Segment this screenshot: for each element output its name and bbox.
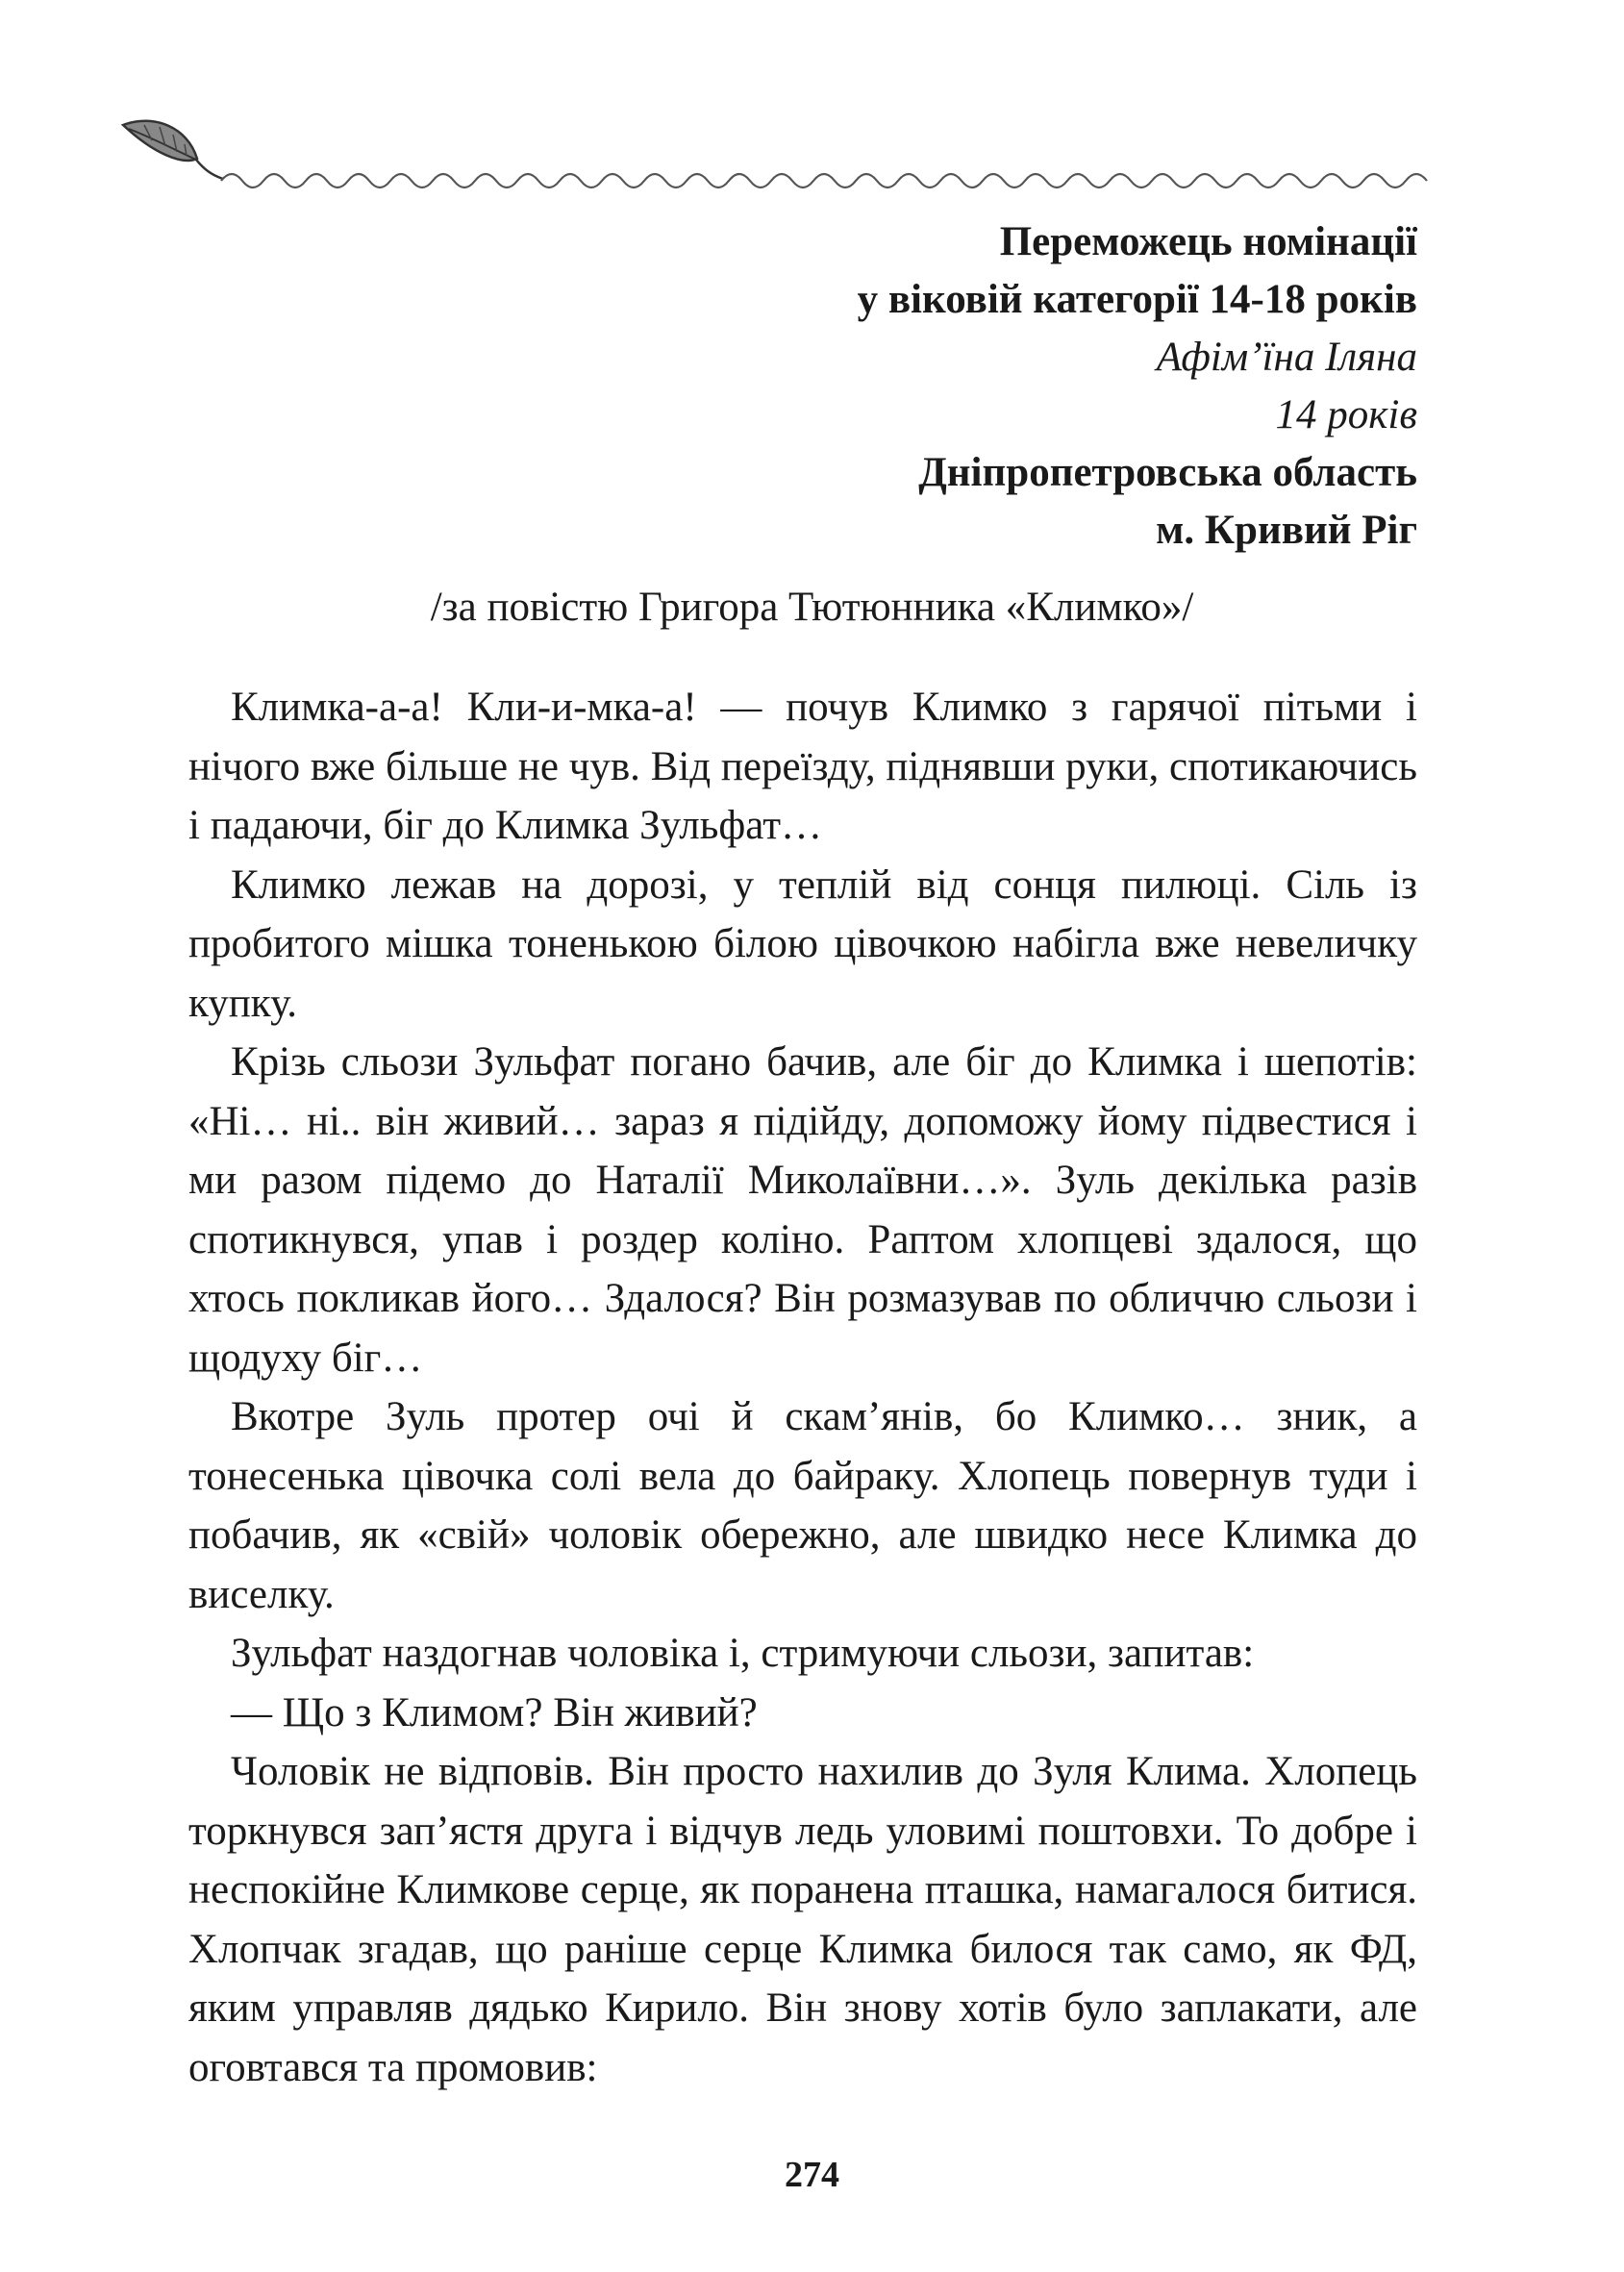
author-city: м. Кривий Ріг xyxy=(1156,508,1417,553)
paragraph: Климка-а-а! Кли-и-мка-а! — почув Климко з гарячої пітьми і нічого вже більше не чув. Від переїзду, піднявши руки, спотикаючись і падаючи, біг до Климка Зульфат… xyxy=(188,685,1417,848)
paragraph: Климко лежав на дорозі, у теплій від сонця пилюці. Сіль із пробитого мішка тоненькою білою цівочкою набігла вже невеличку купку. xyxy=(188,861,1417,1026)
leaf-quill-icon xyxy=(123,121,223,179)
story-body xyxy=(188,678,1417,2097)
author-age: 14 років xyxy=(1275,392,1417,437)
paragraph: — Що з Климом? Він живий? xyxy=(231,1689,758,1735)
author-region: Дніпропетровська область xyxy=(918,450,1417,495)
leaf-wave-ornament xyxy=(115,106,1433,202)
paragraph: Чоловік не відповів. Він просто нахилив до Зуля Клима. Хлопець торкнувся зап’ястя друга і відчув ледь уловимі поштовхи. То добре і неспокійне Климкове серце, як поранена пташка, намагалося битися. Хлопчак згадав, що раніше серце Климка билося так само, як ФД, яким управляв дядько Кирило. Він знову хотів було заплакати, але оговтався та промовив: xyxy=(188,1749,1417,2090)
page-number: 274 xyxy=(785,2155,839,2195)
paragraph: Зульфат наздогнав чоловіка і, стримуючи сльози, запитав: xyxy=(231,1631,1255,1676)
entry-header xyxy=(858,213,1417,560)
wave-divider xyxy=(221,174,1427,187)
paragraph: Крізь сльози Зульфат погано бачив, але біг до Климка і шепотів: «Ні… ні.. він живий… зараз я підійду, допоможу йому підвестися і ми разом підемо до Наталії Миколаївни…». Зуль декілька разів спотикнувся, упав і роздер коліно. Раптом хлопцеві здалося, що хтось покликав його… Здалося? Він розмазував по обличчю сльози і щодуху біг… xyxy=(188,1039,1417,1381)
paragraph: Вкотре Зуль протер очі й скам’янів, бо Климко… зник, а тонесенька цівочка солі вела до байраку. Хлопець повернув туди і побачив, як «свій» чоловік обережно, але швидко несе Климка до виселку. xyxy=(188,1394,1417,1617)
age-category: у віковій категорії 14-18 років xyxy=(857,277,1417,322)
nomination-title: Переможець номінації xyxy=(999,219,1417,264)
work-subtitle: /за повістю Григора Тютюнника «Климко»/ xyxy=(430,585,1194,630)
author-name: Афім’їна Іляна xyxy=(1156,335,1417,380)
